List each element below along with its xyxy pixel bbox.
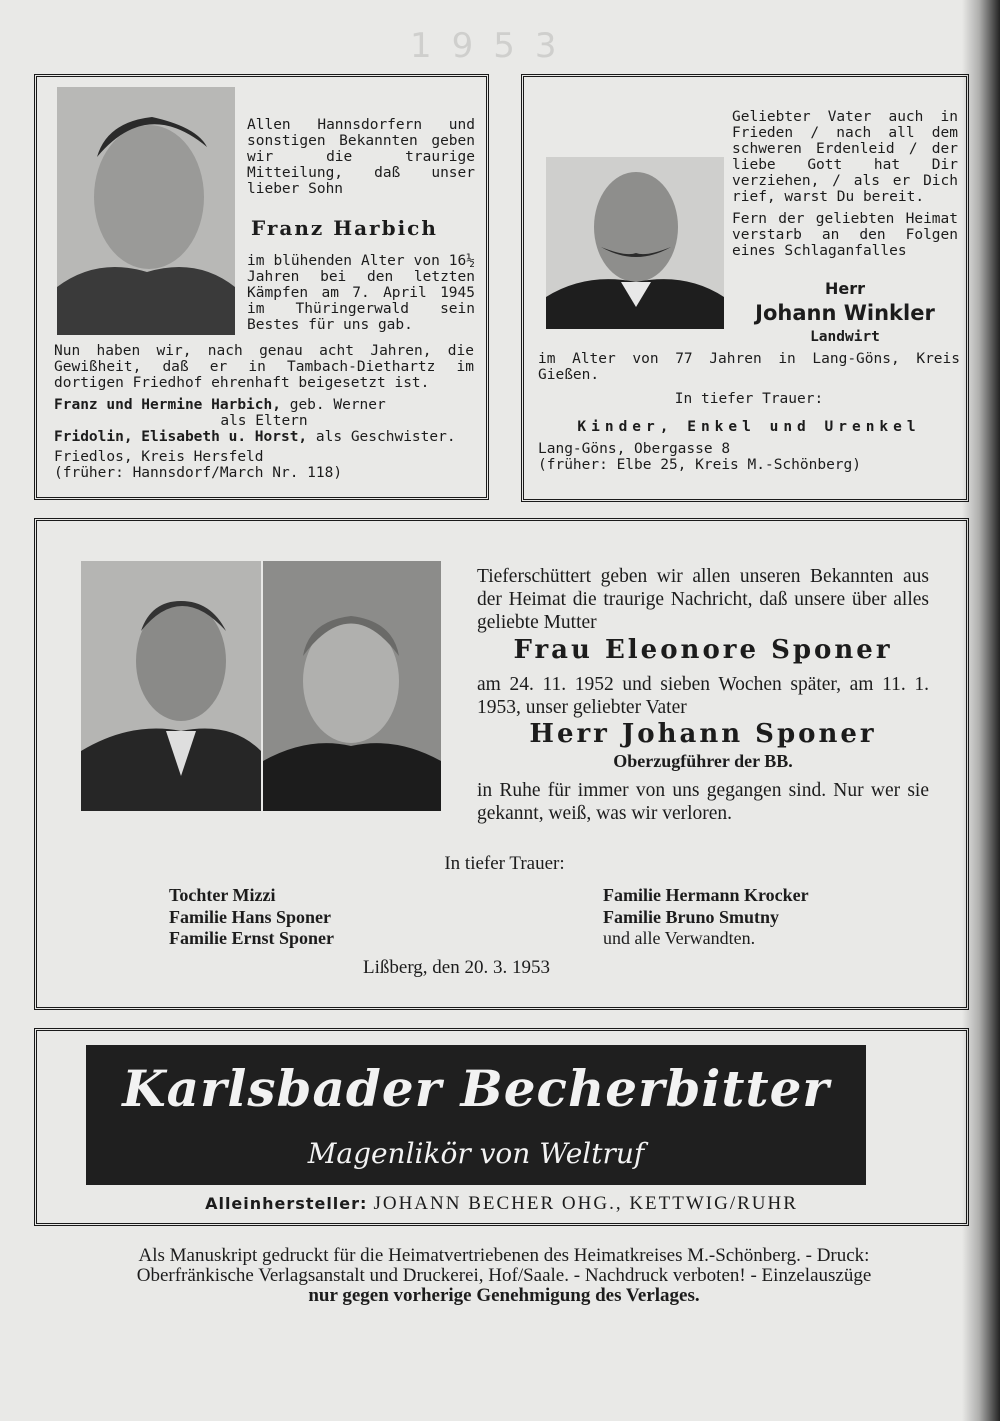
signer-familie-hermann-krocker: Familie Hermann Krocker — [603, 885, 809, 905]
signer-familie-ernst-sponer: Familie Ernst Sponer — [169, 928, 334, 948]
sponer-name-father: Herr Johann Sponer — [529, 719, 877, 749]
harbich-parents-role: als Eltern — [220, 413, 308, 429]
harbich-address2: (früher: Hannsdorf/March Nr. 118) — [54, 465, 343, 481]
winkler-address1: Lang-Göns, Obergasse 8 — [538, 441, 731, 457]
maker-name: JOHANN BECHER OHG., KETTWIG/RUHR — [373, 1193, 798, 1214]
harbich-parents — [54, 397, 474, 413]
brand-logo-text: Karlsbader Becherbitter — [122, 1059, 830, 1118]
winkler-occupation: Landwirt — [810, 329, 880, 345]
winkler-address2: (früher: Elbe 25, Kreis M.-Schönberg) — [538, 457, 862, 473]
brand-tagline: Magenlikör von Weltruf — [307, 1137, 645, 1170]
portrait-photo-eleonore-sponer — [263, 561, 441, 811]
sponer-text1: am 24. 11. 1952 und sieben Wochen später, am 11. 1. 1953, unser geliebter Vater — [477, 674, 929, 718]
winkler-verse2: Fern der geliebten Heimat verstarb an den Folgen eines Schlaganfalles — [732, 211, 958, 259]
winkler-name: Johann Winkler — [755, 301, 935, 325]
winkler-family: Kinder, Enkel und Urenkel — [577, 419, 921, 435]
harbich-siblings-names: Fridolin, Elisabeth u. Horst, — [54, 429, 308, 445]
harbich-text2: Nun haben wir, nach genau acht Jahren, die Gewißheit, daß er in Tambach-Diethartz im dortigen Friedhof ehrenhaft beigesetzt ist. — [54, 343, 474, 391]
notice-winkler — [521, 74, 969, 502]
footer-line-3: nur gegen vorherige Genehmigung des Verlages. — [308, 1285, 700, 1306]
advertisement-maker — [34, 1192, 969, 1215]
winkler-verse1: Geliebter Vater auch in Frieden / nach all dem schweren Erdenleid / der liebe Gott hat Dir verziehen, / als er Dich rief, warst Du bereit. — [732, 109, 958, 205]
publication-footer — [30, 1246, 978, 1306]
signer-alle-verwandten: und alle Verwandten. — [603, 928, 756, 948]
harbich-text1: im blühenden Alter von 16½ Jahren bei den letzten Kämpfen am 7. April 1945 im Thüringerwald sein Bestes für uns gab. — [247, 253, 475, 333]
notice-harbich — [34, 74, 489, 500]
footer-line-2: Oberfränkische Verlagsanstalt und Druckerei, Hof/Saale. - Nachdruck verboten! - Einzelauszüge — [136, 1265, 872, 1286]
sponer-left-signers — [169, 885, 469, 950]
sponer-intro: Tieferschüttert geben wir allen unseren Bekannten aus der Heimat die traurige Nachricht, daß unsere über alles geliebte Mutter — [477, 566, 929, 633]
winkler-title: Herr — [824, 279, 866, 298]
winkler-text: im Alter von 77 Jahren in Lang-Göns, Kreis Gießen. — [538, 351, 960, 383]
footer-line-1: Als Manuskript gedruckt für die Heimatvertriebenen des Heimatkreises M.-Schönberg. - Druck: — [138, 1245, 870, 1266]
portrait-photo-johann-sponer — [81, 561, 261, 811]
notice-sponer — [34, 518, 969, 1010]
sponer-name-mother: Frau Eleonore Sponer — [513, 635, 893, 665]
sponer-occupation: Oberzugführer der BB. — [613, 751, 793, 771]
portrait-photo-old-man-mustache — [546, 157, 724, 329]
maker-label: Alleinhersteller: — [205, 1194, 368, 1213]
harbich-intro: Allen Hannsdorfern und sonstigen Bekannten geben wir die traurige Mitteilung, daß unser lieber Sohn — [247, 117, 475, 197]
signer-tochter-mizzi: Tochter Mizzi — [169, 885, 276, 905]
signer-familie-bruno-smutny: Familie Bruno Smutny — [603, 906, 780, 927]
portrait-photo-young-man — [57, 87, 235, 335]
harbich-address1: Friedlos, Kreis Hersfeld — [54, 449, 264, 465]
harbich-parents-maiden: geb. Werner — [280, 397, 386, 413]
sponer-right-signers — [603, 885, 923, 950]
harbich-siblings — [54, 429, 474, 445]
harbich-parents-names: Franz und Hermine Harbich, — [54, 397, 281, 413]
advertisement-banner — [86, 1045, 866, 1185]
signer-familie-hans-sponer: Familie Hans Sponer — [169, 906, 332, 927]
harbich-name: Franz Harbich — [251, 216, 438, 240]
sponer-place-date: Lißberg, den 20. 3. 1953 — [363, 957, 550, 978]
sponer-mourning: In tiefer Trauer: — [444, 853, 565, 874]
sponer-text2: in Ruhe für immer von uns gegangen sind. Nur wer sie gekannt, weiß, was wir verloren. — [477, 780, 929, 824]
faint-year-stamp: 1953 — [410, 26, 577, 66]
winkler-mourning: In tiefer Trauer: — [674, 391, 824, 407]
harbich-siblings-role: als Geschwister. — [307, 429, 456, 445]
page-binding-shadow — [962, 0, 1000, 1421]
